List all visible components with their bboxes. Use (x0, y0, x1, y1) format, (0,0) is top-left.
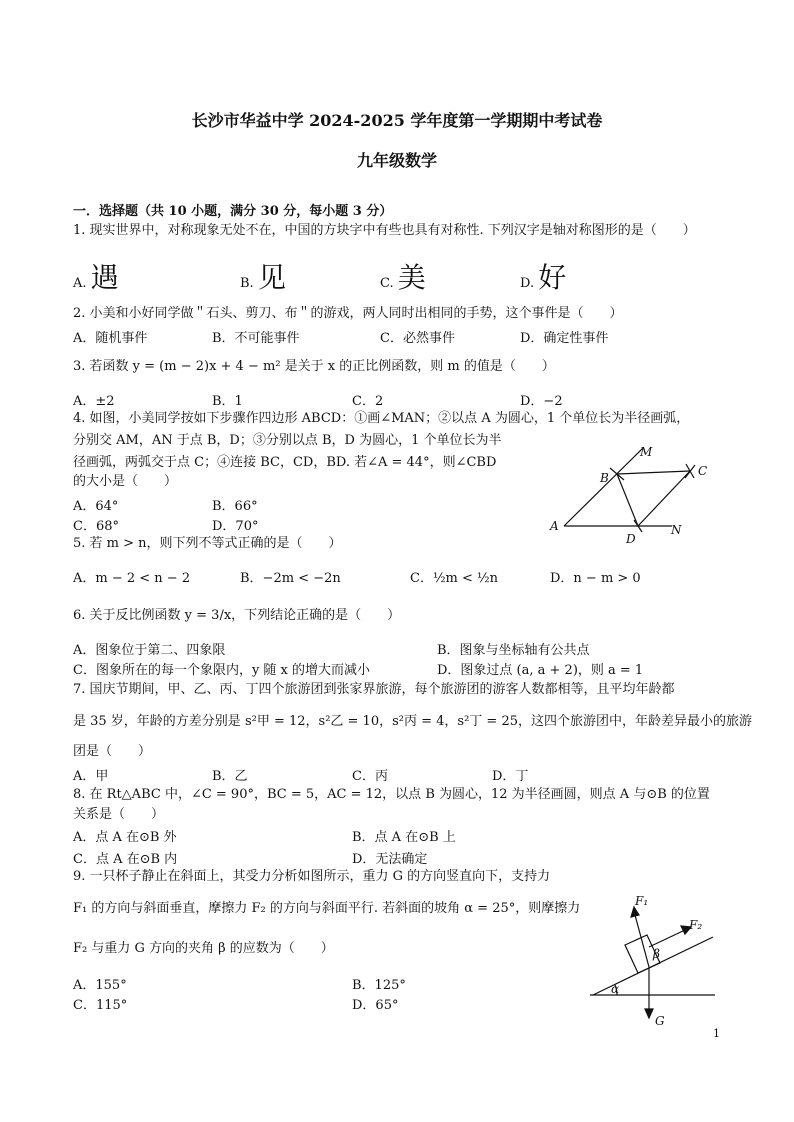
q9-option-a: A．155° (73, 978, 127, 993)
q1-option-b: B. 见 (240, 261, 286, 294)
q9-line-1: 9. 一只杯子静止在斜面上，其受力分析如图所示，重力 G 的方向竖直向下，支持力 (73, 869, 551, 884)
q7-option-a: A．甲 (73, 769, 109, 784)
q4-line-4: 的大小是（ ） (73, 474, 178, 489)
q9-line-2: F₁ 的方向与斜面垂直，摩擦力 F₂ 的方向与斜面平行. 若斜面的坡角 α = 25°，则摩擦力 (73, 901, 581, 916)
q6-option-c: C．图象所在的每一个象限内，y 随 x 的增大而减小 (73, 663, 371, 678)
q2-stem: 2. 小美和小好同学做＂石头、剪刀、布＂的游戏，两人同时出相同的手势，这个事件是（ ） (73, 306, 623, 321)
q8-line-2: 关系是（ ） (73, 807, 165, 822)
q1-option-d: D. 好 (520, 261, 567, 294)
q2-option-d: D．确定性事件 (520, 331, 609, 346)
q1-option-a: A. 遇 (73, 261, 119, 294)
q5-option-a: A．m − 2 < n − 2 (73, 571, 191, 586)
q8-option-a: A．点 A 在⊙B 外 (73, 830, 177, 845)
q9-force-figure (585, 885, 725, 1030)
label-beta: β (653, 947, 660, 961)
q4-figure (540, 440, 720, 550)
q7-line-3: 团是（ ） (73, 744, 152, 759)
friction-arrow (649, 930, 685, 947)
q6-option-d: D．图象过点 (a, a + 2)，则 a = 1 (437, 663, 644, 678)
q7-option-d: D．丁 (492, 769, 529, 784)
label-alpha: α (611, 982, 620, 996)
q3-stem: 3. 若函数 y = (m − 2)x + 4 − m² 是关于 x 的正比例函数，则 m 的值是（ ） (73, 359, 555, 374)
label-m: M (640, 445, 653, 459)
q1-option-c: C. 美 (380, 261, 426, 294)
q4-option-b: B．66° (212, 499, 258, 514)
q6-option-b: B．图象与坐标轴有公共点 (437, 643, 590, 658)
support-arrow (635, 915, 649, 967)
q3-option-b: B．1 (212, 394, 243, 409)
q5-stem: 5. 若 m > n，则下列不等式正确的是（ ） (73, 536, 342, 551)
label-a: A (550, 519, 559, 533)
q4-option-a: A．64° (73, 499, 119, 514)
q7-option-c: C．丙 (352, 769, 388, 784)
support-arrowhead (631, 907, 639, 917)
q7-line-2: 是 35 岁，年龄的方差分别是 s²甲 = 12，s²乙 = 10，s²丙 = 4，s²丁 = 25，这四个旅游团中，年龄差异最小的旅游 (73, 714, 752, 729)
q8-option-d: D．无法确定 (352, 852, 428, 867)
ray-am (564, 448, 643, 526)
q9-option-c: C．115° (73, 998, 128, 1013)
q8-option-c: C．点 A 在⊙B 内 (73, 852, 178, 867)
q3-option-d: D．−2 (520, 394, 563, 409)
q2-option-a: A．随机事件 (73, 331, 148, 346)
page-number: 1 (713, 1027, 720, 1040)
q7-option-b: B．乙 (212, 769, 248, 784)
q5-option-c: C．½m < ½n (410, 571, 499, 586)
q1-stem: 1. 现实世界中，对称现象无处不在，中国的方块字中有些也具有对称性. 下列汉字是轴对称图形的是（ ） (73, 223, 696, 238)
q4-option-d: D．70° (212, 519, 259, 534)
segment-cd (638, 471, 690, 526)
segment-bd (617, 474, 638, 526)
exam-title: 长沙市华益中学 2024-2025 学年度第一学期期中考试卷 (191, 111, 603, 130)
q9-option-b: B．125° (352, 978, 406, 993)
exam-subtitle: 九年级数学 (356, 151, 437, 170)
q9-line-3: F₂ 与重力 G 方向的夹角 β 的应数为（ ） (73, 941, 334, 956)
q4-line-2: 分别交 AM，AN 于点 B，D；③分别以点 B，D 为圆心，1 个单位长为半 (73, 433, 502, 448)
q6-stem: 6. 关于反比例函数 y = 3/x，下列结论正确的是（ ） (73, 608, 401, 623)
q8-line-1: 8. 在 Rt△ABC 中，∠C = 90°，BC = 5，AC = 12，以点 B 为圆心，12 为半径画圆，则点 A 与⊙B 的位置 (73, 787, 710, 802)
q3-option-a: A．±2 (73, 394, 115, 409)
label-c: C (698, 464, 708, 478)
label-b: B (600, 471, 609, 485)
q2-option-b: B．不可能事件 (212, 331, 300, 346)
q3-option-c: C．2 (352, 394, 384, 409)
label-g: G (655, 1014, 665, 1028)
q7-line-1: 7. 国庆节期间，甲、乙、丙、丁四个旅游团到张家界旅游，每个旅游团的游客人数都相等，且平均年龄都 (73, 682, 675, 697)
q5-option-d: D．n − m > 0 (550, 571, 641, 586)
label-n: N (671, 523, 682, 537)
label-d: D (626, 532, 636, 546)
segment-bc (617, 471, 690, 474)
q4-option-c: C．68° (73, 519, 119, 534)
q6-option-a: A．图象位于第二、四象限 (73, 643, 226, 658)
q4-line-3: 径画弧，两弧交于点 C；④连接 BC，CD，BD. 若∠A = 44°，则∠CBD (73, 455, 497, 470)
label-f2: F₂ (689, 918, 703, 932)
q4-line-1: 4. 如图，小美同学按如下步骤作四边形 ABCD：①画∠MAN；②以点 A 为圆心，1 个单位长为半径画弧， (73, 411, 690, 426)
label-f1: F₁ (635, 894, 649, 908)
section-heading: 一．选择题（共 10 小题，满分 30 分，每小题 3 分） (73, 204, 393, 219)
gravity-arrowhead (645, 1009, 653, 1018)
q9-option-d: D．65° (352, 998, 399, 1013)
q5-option-b: B．−2m < −2n (240, 571, 341, 586)
q2-option-c: C．必然事件 (380, 331, 455, 346)
q8-option-b: B．点 A 在⊙B 上 (352, 830, 456, 845)
